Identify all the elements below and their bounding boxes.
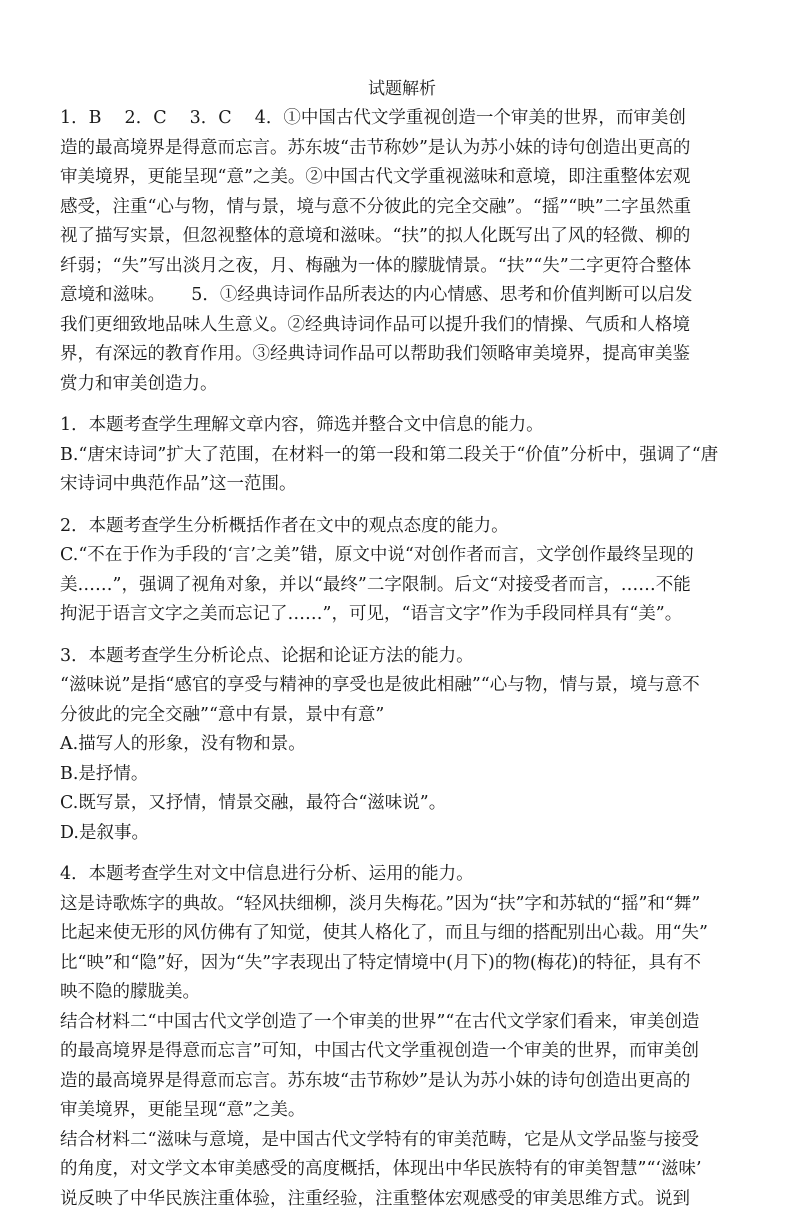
paragraph-gap <box>60 399 744 411</box>
text-line: 3．本题考查学生分析论点、论据和论证方法的能力。 <box>60 642 744 672</box>
text-line: C.“不在于作为手段的‘言’之美”错，原文中说“对创作者而言，文学创作最终呈现的 <box>60 541 744 571</box>
text-line: 4．本题考查学生对文中信息进行分析、运用的能力。 <box>60 860 744 890</box>
text-line: A.描写人的形象，没有物和景。 <box>60 730 744 760</box>
question-4-analysis <box>60 860 744 1214</box>
text-line: 意境和滋味。 5．①经典诗词作品所表达的内心情感、思考和价值判断可以启发 <box>60 281 744 311</box>
text-line: 这是诗歌炼字的典故。“轻风扶细柳，淡月失梅花。”因为“扶”字和苏轼的“摇”和“舞” <box>60 890 744 920</box>
text-line: 比起来使无形的风仿佛有了知觉，使其人格化了，而且与细的搭配别出心裁。用“失” <box>60 919 744 949</box>
text-line: “滋味说”是指“感官的享受与精神的享受也是彼此相融”“心与物，情与景，境与意不 <box>60 671 744 701</box>
text-line: 赏力和审美创造力。 <box>60 370 744 400</box>
text-line: 结合材料二“滋味与意境，是中国古代文学特有的审美范畴，它是从文学品鉴与接受 <box>60 1126 744 1156</box>
text-line: 视了描写实景，但忽视整体的意境和滋味。“扶”的拟人化既写出了风的轻微、柳的 <box>60 222 744 252</box>
text-line: 纤弱；“失”写出淡月之夜，月、梅融为一体的朦胧情景。“扶”“失”二字更符合整体 <box>60 252 744 282</box>
text-line: 造的最高境界是得意而忘言。苏东坡“击节称妙”是认为苏小妹的诗句创造出更高的 <box>60 1067 744 1097</box>
text-line: 2．本题考查学生分析概括作者在文中的观点态度的能力。 <box>60 512 744 542</box>
text-line: 感受，注重“心与物，情与景，境与意不分彼此的完全交融”。“摇”“映”二字虽然重 <box>60 193 744 223</box>
answers-paragraph <box>60 104 744 399</box>
text-line: 宋诗词中典范作品”这一范围。 <box>60 470 744 500</box>
question-1-analysis <box>60 411 744 500</box>
question-2-analysis <box>60 512 744 630</box>
text-line: 说反映了中华民族注重体验，注重经验，注重整体宏观感受的审美思维方式。说到 <box>60 1185 744 1214</box>
text-line: C.既写景，又抒情，情景交融，最符合“滋味说”。 <box>60 789 744 819</box>
text-line: 的最高境界是得意而忘言”可知，中国古代文学重视创造一个审美的世界，而审美创 <box>60 1037 744 1067</box>
text-line: B.“唐宋诗词”扩大了范围，在材料一的第一段和第二段关于“价值”分析中，强调了“唐 <box>60 441 744 471</box>
question-3-analysis <box>60 642 744 849</box>
text-line: 我们更细致地品味人生意义。②经典诗词作品可以提升我们的情操、气质和人格境 <box>60 311 744 341</box>
text-line: 结合材料二“中国古代文学创造了一个审美的世界”“在古代文学家们看来，审美创造 <box>60 1008 744 1038</box>
text-line: 造的最高境界是得意而忘言。苏东坡“击节称妙”是认为苏小妹的诗句创造出更高的 <box>60 134 744 164</box>
text-line: 比“映”和“隐”好，因为“失”字表现出了特定情境中(月下)的物(梅花)的特征，具有不 <box>60 949 744 979</box>
text-line: 拘泥于语言文字之美而忘记了……”，可见，“语言文字”作为手段同样具有“美”。 <box>60 600 744 630</box>
text-line: 审美境界，更能呈现“意”之美。 <box>60 1096 744 1126</box>
text-line: D.是叙事。 <box>60 819 744 849</box>
paragraph-gap <box>60 848 744 860</box>
text-line: 映不隐的朦胧美。 <box>60 978 744 1008</box>
text-line: 审美境界，更能呈现“意”之美。②中国古代文学重视滋味和意境，即注重整体宏观 <box>60 163 744 193</box>
page-title: 试题解析 <box>60 78 744 100</box>
text-line: 1．本题考查学生理解文章内容，筛选并整合文中信息的能力。 <box>60 411 744 441</box>
text-line: 1．B 2．C 3．C 4．①中国古代文学重视创造一个审美的世界，而审美创 <box>60 104 744 134</box>
text-line: 美……”，强调了视角对象，并以“最终”二字限制。后文“对接受者而言，……不能 <box>60 571 744 601</box>
text-line: 界，有深远的教育作用。③经典诗词作品可以帮助我们领略审美境界，提高审美鉴 <box>60 340 744 370</box>
text-line: B.是抒情。 <box>60 760 744 790</box>
text-line: 的角度，对文学文本审美感受的高度概括，体现出中华民族特有的审美智慧”“‘滋味’ <box>60 1155 744 1185</box>
paragraph-gap <box>60 630 744 642</box>
text-line: 分彼此的完全交融”“意中有景，景中有意” <box>60 701 744 731</box>
paragraph-gap <box>60 500 744 512</box>
